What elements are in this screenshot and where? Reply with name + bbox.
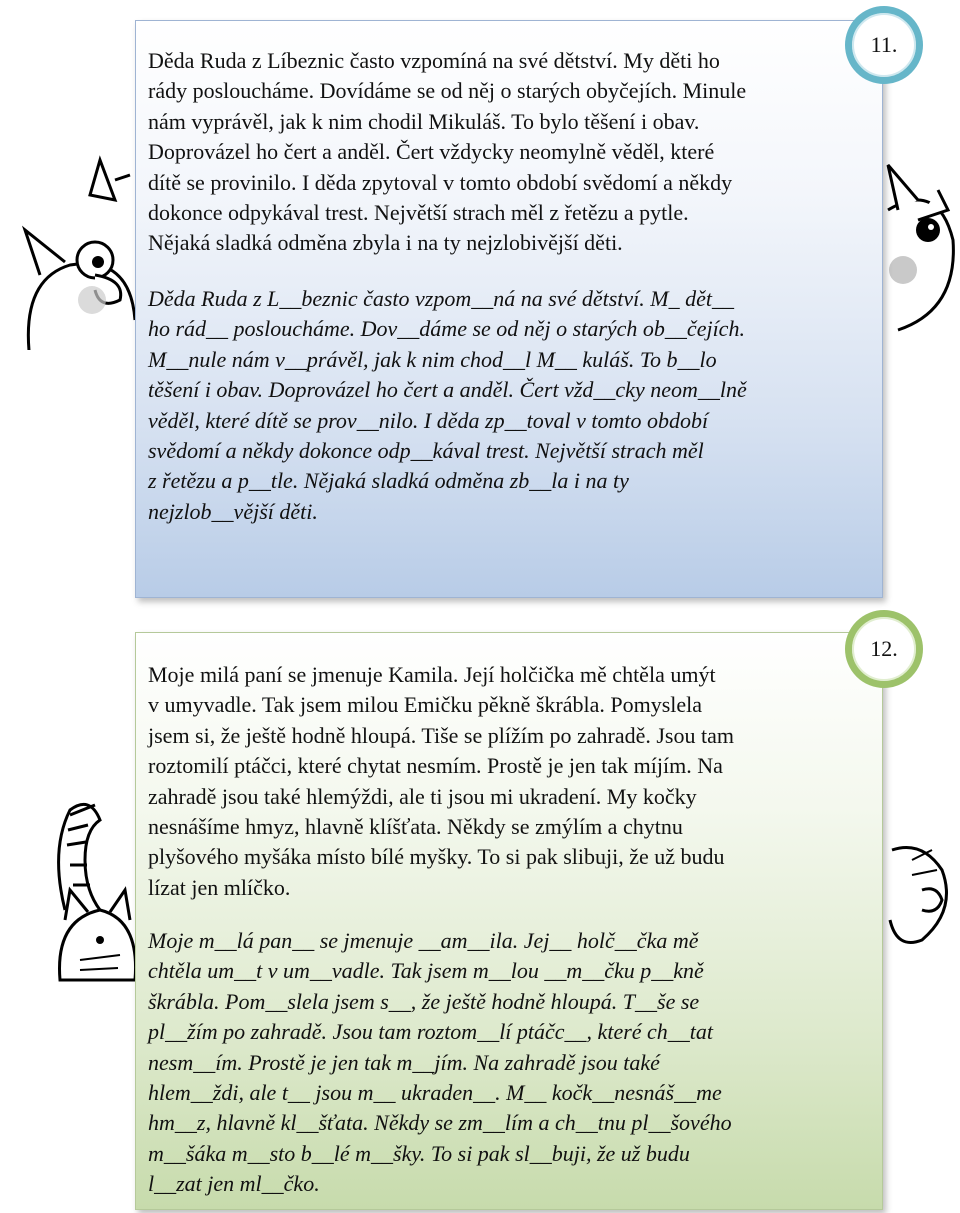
exercise-11-number: 11.	[870, 32, 898, 57]
devil-left-illustration	[0, 150, 140, 350]
exercise-line: těšení i obav. Doprovázel ho čert a anděl. Čert vžd__cky neom__lně	[148, 377, 747, 403]
exercise-line: nesm__ím. Prostě je jen tak m__jím. Na zahradě jsou také	[148, 1049, 660, 1075]
exercise-line: svědomí a někdy dokonce odp__kával trest. Největší strach měl	[148, 438, 704, 464]
exercise-line: ho rád__ posloucháme. Dov__dáme se od něj o starých ob__čejích.	[148, 316, 745, 342]
text-line: Nějaká sladká odměna zbyla i na ty nejzlobivější děti.	[148, 230, 623, 256]
text-line: dítě se provinilo. I děda zpytoval v tomto období svědomí a někdy	[148, 169, 733, 195]
text-line: Děda Ruda z Líbeznic často vzpomíná na své dětství. My děti ho	[148, 48, 720, 73]
exercise-line: z řetězu a p__tle. Nějaká sladká odměna zb__la i na ty	[148, 468, 629, 494]
exercise-12-number: 12.	[870, 636, 898, 661]
text-line: Doprovázel ho čert a anděl. Čert vždycky neomylně věděl, které	[148, 139, 715, 165]
text-line: plyšového myšáka místo bílé myšky. To si pak slibuji, že už budu	[148, 844, 725, 870]
exercise-line: l__zat jen ml__čko.	[148, 1171, 320, 1197]
exercise-line: věděl, které dítě se prov__nilo. I děda zp__toval v tomto období	[148, 407, 709, 433]
text-line: nesnášíme hmyz, hlavně klíšťata. Někdy se zmýlím a chytnu	[148, 814, 683, 840]
exercise-line: pl__žím po zahradě. Jsou tam roztom__lí ptáčc__, které ch__tat	[148, 1019, 714, 1045]
text-line: roztomilí ptáčci, které chytat nesmím. Prostě je jen tak míjím. Na	[148, 753, 723, 779]
exercise-line: Moje m__lá pan__ se jmenuje __am__ila. Jej__ holč__čka mě	[148, 928, 699, 953]
text-line: Moje milá paní se jmenuje Kamila. Její holčička mě chtěla umýt	[148, 662, 716, 687]
text-line: nám vyprávěl, jak k nim chodil Mikuláš. To bylo těšení i obav.	[148, 108, 700, 134]
exercise-11-fill-in	[148, 284, 888, 527]
exercise-line: škrábla. Pom__slela jsem s__, že ještě hodně hloupá. T__še se	[148, 988, 700, 1014]
text-line: v umyvadle. Tak jsem milou Emičku pěkně škrábla. Pomyslela	[148, 692, 703, 718]
exercise-line: m__šáka m__sto b__lé m__šky. To si pak sl__buji, že už budu	[148, 1140, 690, 1166]
exercise-line: hlem__ždi, ale t__ jsou m__ ukraden__. M__ kočk__nesnáš__me	[148, 1080, 722, 1106]
text-line: lízat jen mlíčko.	[148, 874, 291, 900]
exercise-11-text	[148, 46, 888, 259]
exercise-line: chtěla um__t v um__vadle. Tak jsem m__lou __m__čku p__kně	[148, 958, 704, 984]
exercise-line: Děda Ruda z L__beznic často vzpom__ná na své dětství. M_ dět__	[148, 286, 734, 311]
exercise-12-text	[148, 660, 888, 903]
text-line: rády posloucháme. Dovídáme se od něj o starých obyčejích. Minule	[148, 78, 747, 104]
exercise-line: hm__z, hlavně kl__šťata. Někdy se zm__lím a ch__tnu pl__šového	[148, 1110, 732, 1136]
exercise-line: M__nule nám v__právěl, jak k nim chod__l M__ kuláš. To b__lo	[148, 346, 717, 372]
exercise-line: nejzlob__vější děti.	[148, 498, 318, 524]
text-line: jsem si, že ještě hodně hloupá. Tiše se plížím po zahradě. Jsou tam	[148, 722, 734, 748]
cat-left-illustration	[40, 790, 140, 990]
text-line: zahradě jsou také hlemýždi, ale ti jsou mi ukradení. My kočky	[148, 783, 697, 809]
text-line: dokonce odpykával trest. Největší strach měl z řetězu a pytle.	[148, 200, 689, 226]
exercise-12-fill-in	[148, 926, 888, 1200]
devil-right-illustration	[878, 140, 960, 370]
cat-right-illustration	[882, 830, 960, 960]
